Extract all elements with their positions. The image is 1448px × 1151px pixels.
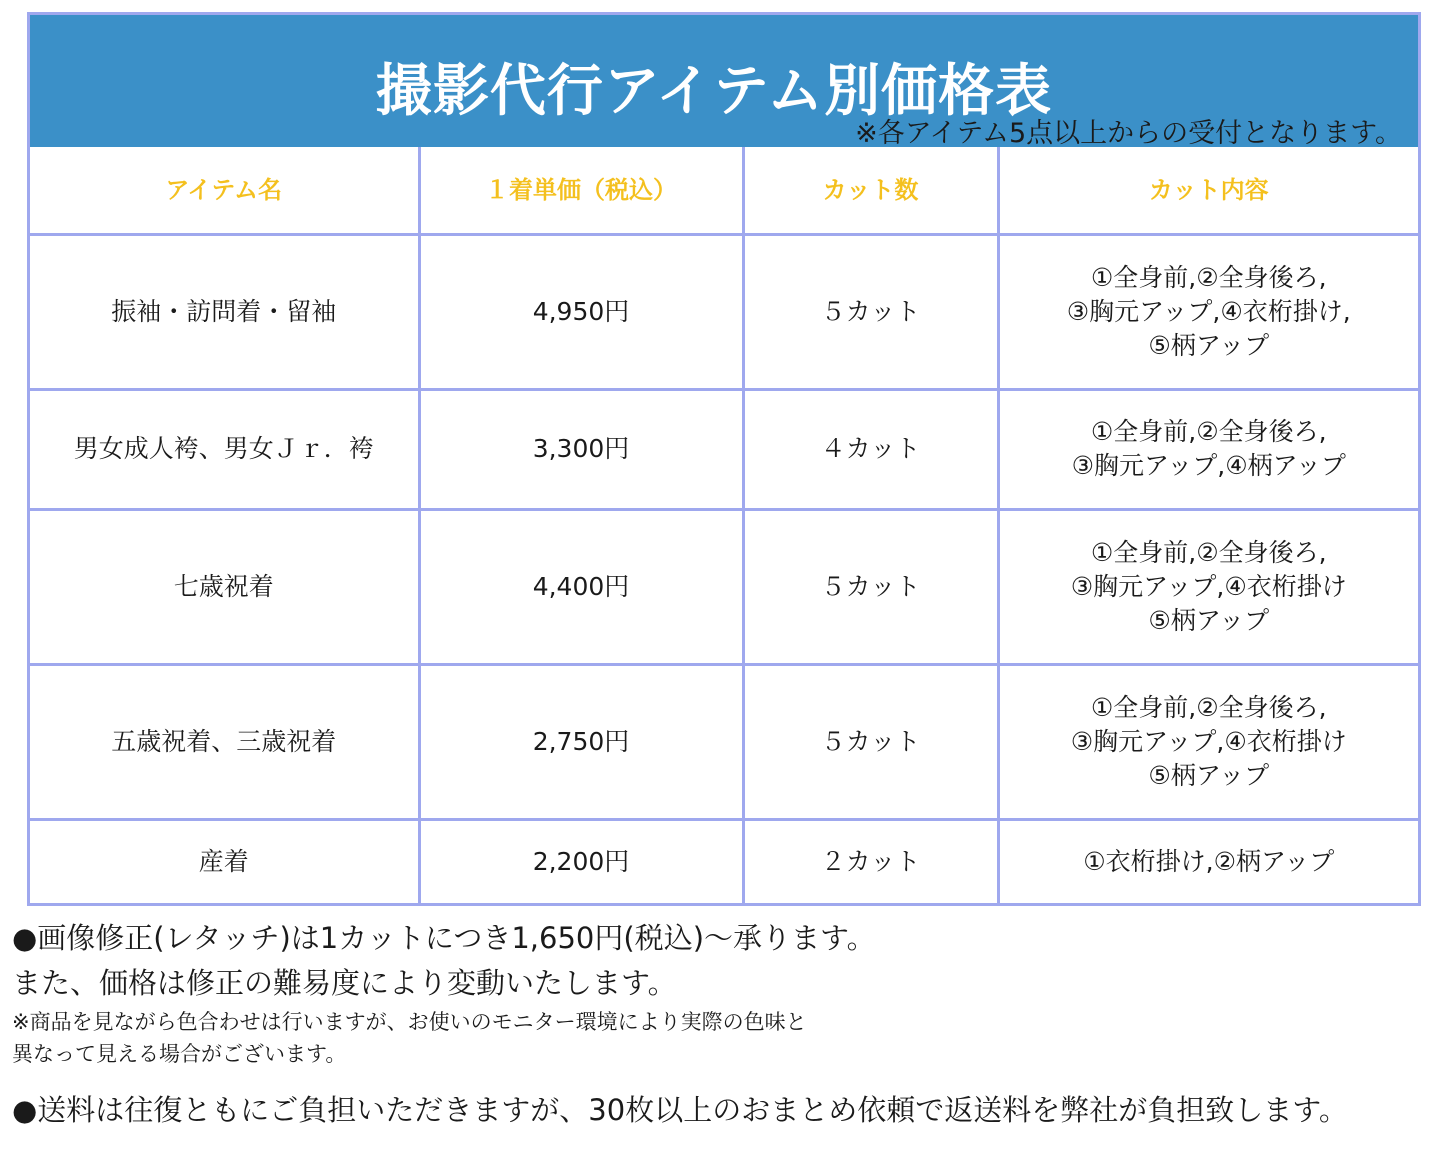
price-cell: 3,300円 <box>419 389 743 509</box>
minimum-order-note: ※各アイテム5点以上からの受付となります。 <box>855 118 1402 149</box>
cut-count-cell: ２カット <box>743 819 998 903</box>
item-name-cell: 五歳祝着、三歳祝着 <box>30 664 419 819</box>
retouch-price-variation-note: また、価格は修正の難易度により変動いたします。 <box>12 966 677 1000</box>
price-cell: 4,950円 <box>419 234 743 389</box>
table-row <box>30 664 1418 819</box>
column-header-cut-content: カット内容 <box>998 147 1418 234</box>
cut-content-line: ①衣桁掛け,②柄アップ <box>1083 846 1335 876</box>
cut-content-line: ⑤柄アップ <box>1148 760 1270 790</box>
item-name-cell: 振袖・訪問着・留袖 <box>30 234 419 389</box>
cut-content-cell <box>998 819 1418 903</box>
table-row <box>30 389 1418 509</box>
price-cell: 2,750円 <box>419 664 743 819</box>
cut-content-line: ③胸元アップ,④衣桁掛け, <box>1066 296 1351 326</box>
price-cell: 2,200円 <box>419 819 743 903</box>
table-header-row <box>30 147 1418 234</box>
page-title: 撮影代行アイテム別価格表 <box>375 59 1053 124</box>
item-name-cell: 男女成人袴、男女Ｊｒ．袴 <box>30 389 419 509</box>
cut-count-cell: ４カット <box>743 389 998 509</box>
column-header-unit-price: １着単価（税込） <box>419 147 743 234</box>
retouch-note: ●画像修正(レタッチ)は1カットにつき1,650円(税込)〜承ります。 <box>12 921 876 955</box>
cut-count-cell: ５カット <box>743 664 998 819</box>
cut-content-line: ①全身前,②全身後ろ, <box>1090 417 1327 446</box>
cut-content-line: ①全身前,②全身後ろ, <box>1090 692 1327 722</box>
cut-count-cell: ５カット <box>743 234 998 389</box>
item-name-cell: 産着 <box>30 819 419 903</box>
price-table-container <box>27 12 1421 906</box>
shipping-note: ●送料は往復ともにご負担いただきますが、30枚以上のおまとめ依頼で返送料を弊社が負担致します。 <box>12 1093 1348 1127</box>
cut-content-line: ⑤柄アップ <box>1148 605 1270 635</box>
column-header-cut-count: カット数 <box>743 147 998 234</box>
cut-content-line: ③胸元アップ,④柄アップ <box>1071 451 1346 480</box>
cut-content-line: ①全身前,②全身後ろ, <box>1090 537 1327 567</box>
price-table <box>30 147 1418 903</box>
table-row <box>30 509 1418 664</box>
price-cell: 4,400円 <box>419 509 743 664</box>
item-name-cell: 七歳祝着 <box>30 509 419 664</box>
cut-count-cell: ５カット <box>743 509 998 664</box>
table-row <box>30 234 1418 389</box>
cut-content-cell <box>998 234 1418 389</box>
color-disclaimer-line: ※商品を見ながら色合わせは行いますが、お使いのモニター環境により実際の色味と <box>12 1010 807 1034</box>
notes-section <box>12 916 1442 1070</box>
color-disclaimer-line: 異なって見える場合がございます。 <box>12 1042 347 1066</box>
cut-content-cell <box>998 664 1418 819</box>
cut-content-line: ③胸元アップ,④衣桁掛け <box>1070 571 1347 601</box>
cut-content-cell <box>998 389 1418 509</box>
cut-content-line: ⑤柄アップ <box>1148 330 1270 360</box>
table-row <box>30 819 1418 903</box>
cut-content-line: ③胸元アップ,④衣桁掛け <box>1070 726 1347 756</box>
title-bar <box>30 15 1418 147</box>
cut-content-cell <box>998 509 1418 664</box>
cut-content-line: ①全身前,②全身後ろ, <box>1090 262 1327 292</box>
column-header-item-name: アイテム名 <box>30 147 419 234</box>
